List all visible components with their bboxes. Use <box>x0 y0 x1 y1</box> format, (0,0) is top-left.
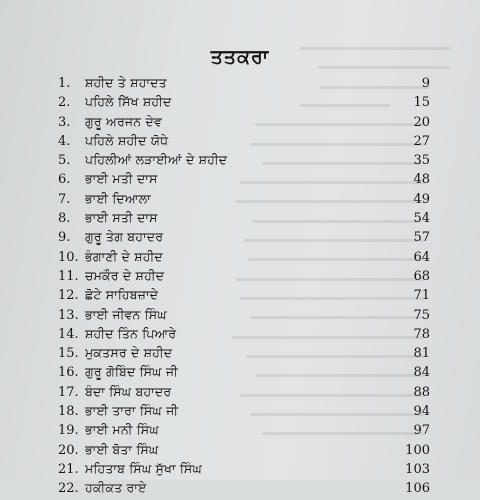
entry-number: 1. <box>58 76 71 91</box>
entry-title: ਪਹਿਲੇ ਸ਼ਹੀਦ ਯੋਧੇ <box>85 132 169 148</box>
toc-entry[interactable] <box>58 114 430 133</box>
entry-number: 21. <box>58 461 79 477</box>
toc-entry[interactable] <box>58 171 430 190</box>
entry-number: 4. <box>58 133 71 149</box>
entry-title: ਭਾਈ ਬੋਤਾ ਸਿੰਘ <box>85 441 159 457</box>
entry-page-number: 81 <box>413 346 430 362</box>
entry-number: 9. <box>58 230 71 246</box>
entry-number: 8. <box>58 211 71 227</box>
toc-entry[interactable] <box>58 326 430 345</box>
entry-number: 2. <box>58 95 71 111</box>
entry-page-number: 97 <box>413 423 430 439</box>
entry-page-number: 106 <box>405 481 430 497</box>
toc-entry[interactable] <box>58 210 430 229</box>
entry-title: ਛੋਟੇ ਸਾਹਿਬਜ਼ਾਦੇ <box>85 287 159 303</box>
entry-number: 11. <box>58 268 79 284</box>
entry-page-number: 64 <box>413 249 430 265</box>
toc-entry[interactable] <box>58 480 430 499</box>
entry-title: ਹਕੀਕਤ ਰਾਏ <box>85 480 147 496</box>
entry-title: ਭਾਈ ਜੀਵਨ ਸਿੰਘ <box>85 306 167 322</box>
entry-number: 3. <box>58 114 71 130</box>
entry-title: ਗੁਰੂ ਅਰਜਨ ਦੇਵ <box>85 113 162 129</box>
entry-page-number: 75 <box>413 307 430 323</box>
entry-title: ਭਾਈ ਮਨੀ ਸਿੰਘ <box>85 422 159 438</box>
entry-title: ਭਾਈ ਮਤੀ ਦਾਸ <box>85 171 158 187</box>
entry-page-number: 103 <box>405 461 430 477</box>
entry-title: ਭਾਈ ਸਤੀ ਦਾਸ <box>85 210 158 226</box>
entry-number: 14. <box>58 326 79 342</box>
toc-entry[interactable] <box>58 442 430 461</box>
entry-number: 20. <box>58 442 79 458</box>
toc-entry[interactable] <box>58 75 430 94</box>
toc-entry[interactable] <box>58 403 430 422</box>
entry-page-number: 35 <box>413 153 430 169</box>
toc-entry[interactable] <box>58 345 430 364</box>
entry-title: ਮੁਕਤਸਰ ਦੇ ਸ਼ਹੀਦ <box>85 345 173 361</box>
toc-entry[interactable] <box>58 422 430 441</box>
entry-title: ਪਹਿਲੇ ਸਿੱਖ ਸ਼ਹੀਦ <box>85 94 172 110</box>
entry-title: ਸ਼ਹੀਦ ਤਿੰਨ ਪਿਆਰੇ <box>85 325 177 341</box>
entry-number: 6. <box>58 172 71 188</box>
entry-page-number: 20 <box>413 114 430 130</box>
entry-page-number: 57 <box>413 230 430 246</box>
entry-page-number: 54 <box>413 211 430 227</box>
entry-page-number: 68 <box>413 268 430 284</box>
entry-number: 15. <box>58 346 79 362</box>
entry-number: 10. <box>58 249 79 265</box>
toc-entry[interactable] <box>58 307 430 326</box>
entry-page-number: 88 <box>413 384 430 400</box>
entry-number: 13. <box>58 307 79 323</box>
entry-page-number: 49 <box>413 191 430 207</box>
entry-title: ਭਾਈ ਤਾਰਾ ਸਿੰਘ ਜੀ <box>85 403 179 419</box>
entry-title: ਪਹਿਲੀਆਂ ਲੜਾਈਆਂ ਦੇ ਸ਼ਹੀਦ <box>85 152 228 168</box>
toc-entry[interactable] <box>58 133 430 152</box>
toc-entry[interactable] <box>58 94 430 113</box>
toc-entry[interactable] <box>58 384 430 403</box>
entry-number: 16. <box>58 365 79 381</box>
entry-number: 17. <box>58 384 79 400</box>
entry-number: 7. <box>58 191 71 207</box>
table-of-contents <box>58 75 430 500</box>
entry-page-number: 71 <box>413 288 430 304</box>
entry-number: 18. <box>58 404 79 420</box>
toc-entry[interactable] <box>58 229 430 248</box>
entry-title: ਸ਼ਹੀਦ ਤੇ ਸ਼ਹਾਦਤ <box>85 75 167 90</box>
contents-heading: ਤਤਕਰਾ <box>210 46 270 68</box>
entry-page-number: 15 <box>413 95 430 111</box>
entry-title: ਮਹਿਤਾਬ ਸਿੰਘ ਸੁੱਖਾ ਸਿੰਘ <box>85 460 202 476</box>
toc-entry[interactable] <box>58 249 430 268</box>
toc-entry[interactable] <box>58 152 430 171</box>
entry-title: ਚਮਕੌਰ ਦੇ ਸ਼ਹੀਦ <box>85 267 165 283</box>
entry-page-number: 94 <box>413 404 430 420</box>
entry-page-number: 84 <box>413 365 430 381</box>
toc-entry[interactable] <box>58 287 430 306</box>
entry-page-number: 48 <box>413 172 430 188</box>
entry-number: 19. <box>58 423 79 439</box>
entry-title: ਗੁਰੂ ਗੋਬਿੰਦ ਸਿੰਘ ਜੀ <box>85 364 178 380</box>
entry-page-number: 78 <box>413 326 430 342</box>
entry-page-number: 9 <box>421 76 430 91</box>
entry-number: 5. <box>58 153 71 169</box>
entry-page-number: 100 <box>405 442 430 458</box>
toc-entry[interactable] <box>58 364 430 383</box>
entry-number: 22. <box>58 481 79 497</box>
entry-number: 12. <box>58 288 79 304</box>
entry-page-number: 27 <box>413 133 430 149</box>
entry-title: ਬੰਦਾ ਸਿੰਘ ਬਹਾਦਰ <box>85 383 172 399</box>
entry-title: ਗੁਰੂ ਤੇਗ ਬਹਾਦਰ <box>85 229 164 245</box>
toc-entry[interactable] <box>58 268 430 287</box>
entry-title: ਭਾਈ ਦਿਆਲਾ <box>85 190 151 206</box>
toc-entry[interactable] <box>58 191 430 210</box>
entry-title: ਭੰਗਾਣੀ ਦੇ ਸ਼ਹੀਦ <box>85 248 163 264</box>
toc-entry[interactable] <box>58 461 430 480</box>
